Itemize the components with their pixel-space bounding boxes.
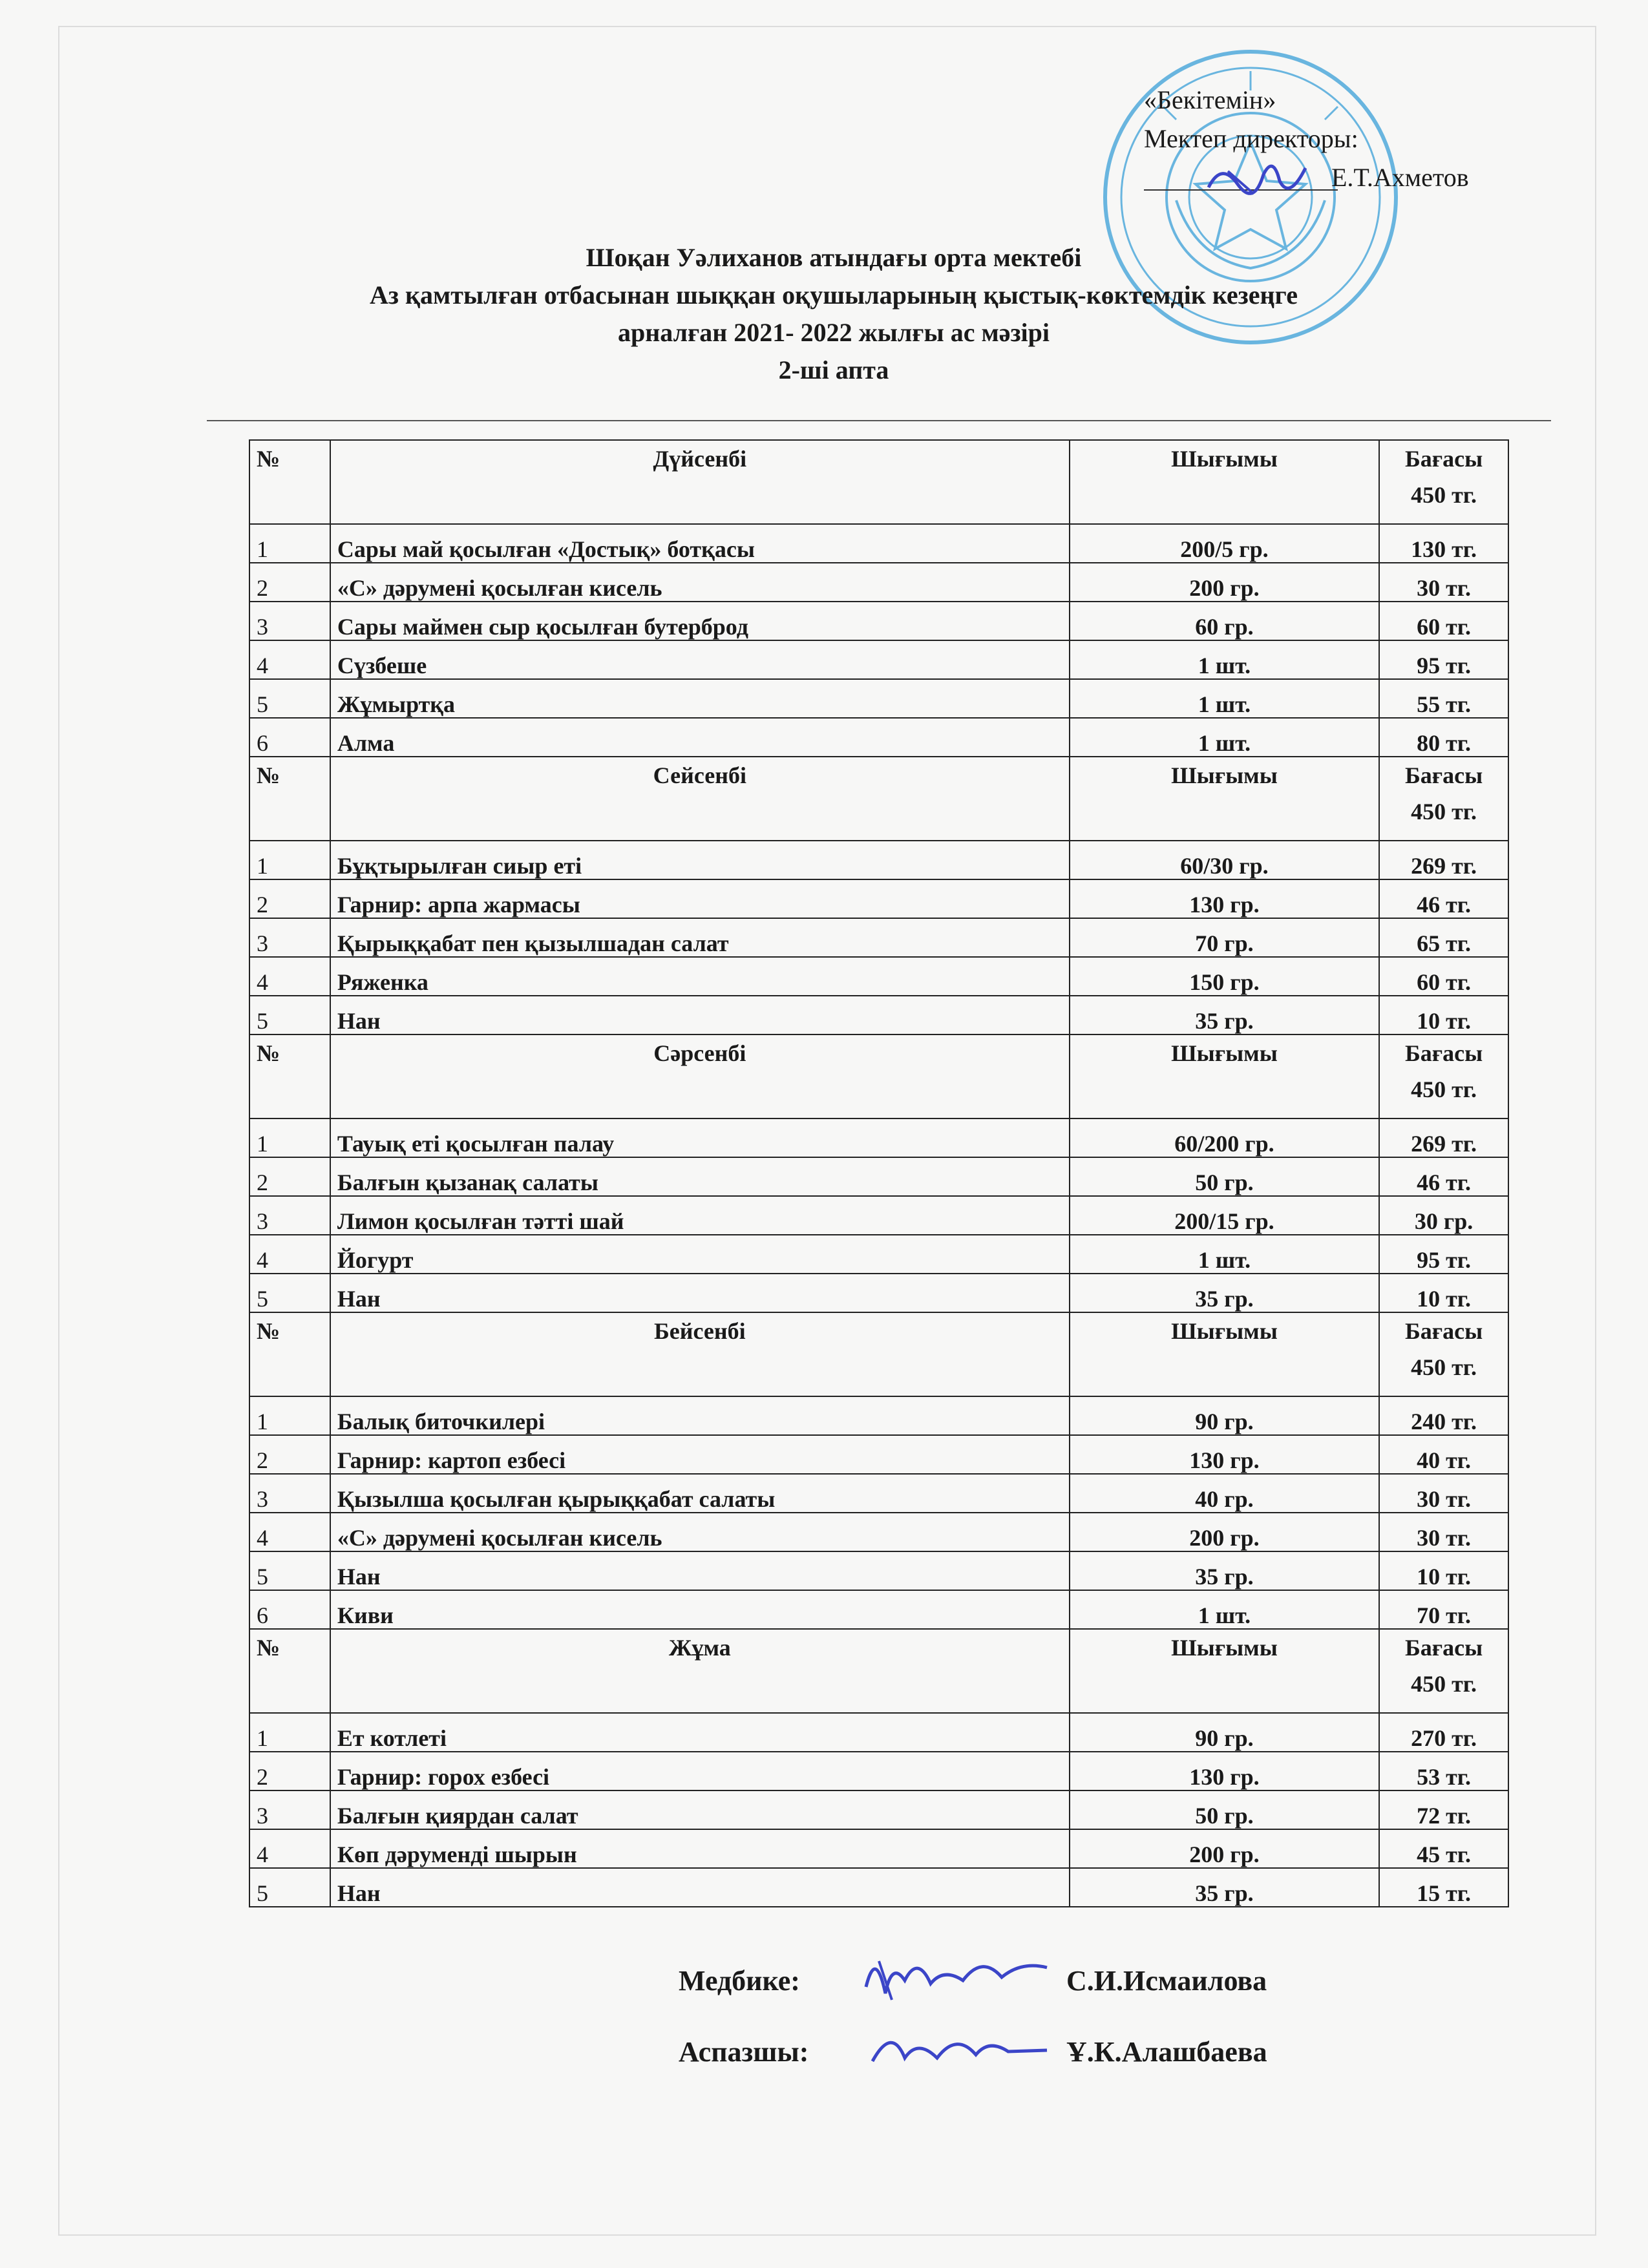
menu-item-row <box>249 1396 1508 1435</box>
menu-item-row <box>249 1474 1508 1513</box>
item-name: Сүзбеше <box>330 640 1070 679</box>
menu-item-row <box>249 1752 1508 1790</box>
menu-item-row <box>249 1235 1508 1274</box>
menu-item-row <box>249 1829 1508 1868</box>
approve-word: «Бекітемін» <box>1144 85 1276 114</box>
item-price: 95 тг. <box>1379 1235 1508 1274</box>
item-price: 60 тг. <box>1379 602 1508 640</box>
day-total-price: 450 тг. <box>1411 799 1477 824</box>
menu-item-row <box>249 679 1508 718</box>
item-price: 80 тг. <box>1379 718 1508 757</box>
item-amount: 50 гр. <box>1070 1157 1379 1196</box>
item-price: 269 тг. <box>1379 841 1508 879</box>
menu-item-row <box>249 918 1508 957</box>
item-name: Қырыққабат пен қызылшадан салат <box>330 918 1070 957</box>
menu-table-body <box>249 440 1508 1907</box>
item-name: Балғын қиярдан салат <box>330 1790 1070 1829</box>
day-header-row <box>249 1629 1508 1713</box>
item-name: Нан <box>330 1868 1070 1907</box>
menu-item-row <box>249 1435 1508 1474</box>
item-amount: 200 гр. <box>1070 563 1379 602</box>
menu-item-row <box>249 1274 1508 1312</box>
title-line-2: Аз қамтылған отбасынан шыққан оқушыларының қыстық-көктемдік кезеңге <box>370 280 1298 310</box>
item-price: 53 тг. <box>1379 1752 1508 1790</box>
item-amount: 1 шт. <box>1070 679 1379 718</box>
menu-item-row <box>249 957 1508 996</box>
day-header-row <box>249 1312 1508 1396</box>
item-price: 55 тг. <box>1379 679 1508 718</box>
item-amount: 130 гр. <box>1070 1435 1379 1474</box>
signature-name: С.И.Исмаилова <box>1066 1965 1267 1997</box>
signature-role: Аспазшы: <box>679 2036 809 2068</box>
item-amount: 90 гр. <box>1070 1396 1379 1435</box>
item-number: 1 <box>249 524 330 563</box>
menu-item-row <box>249 1790 1508 1829</box>
price-header-label: Бағасы <box>1404 1318 1483 1344</box>
item-amount: 150 гр. <box>1070 957 1379 996</box>
num-header: № <box>249 1034 330 1118</box>
item-amount: 35 гр. <box>1070 996 1379 1034</box>
item-number: 3 <box>249 1196 330 1235</box>
item-price: 10 тг. <box>1379 1551 1508 1590</box>
item-amount: 60 гр. <box>1070 602 1379 640</box>
week-label: 2-ші апта <box>778 355 889 384</box>
amount-header: Шығымы <box>1070 1034 1379 1118</box>
item-name: Бұқтырылған сиыр еті <box>330 841 1070 879</box>
item-amount: 35 гр. <box>1070 1274 1379 1312</box>
item-price: 30 гр. <box>1379 1196 1508 1235</box>
item-price: 30 тг. <box>1379 1513 1508 1551</box>
day-total-price: 450 тг. <box>1411 1076 1477 1102</box>
item-price: 46 тг. <box>1379 1157 1508 1196</box>
menu-item-row <box>249 879 1508 918</box>
item-price: 65 тг. <box>1379 918 1508 957</box>
item-number: 3 <box>249 918 330 957</box>
item-amount: 1 шт. <box>1070 640 1379 679</box>
item-name: Сары маймен сыр қосылған бутерброд <box>330 602 1070 640</box>
price-header-label: Бағасы <box>1404 1635 1483 1661</box>
item-price: 70 тг. <box>1379 1590 1508 1629</box>
day-name: Дүйсенбі <box>330 440 1070 524</box>
signature-name: Ұ.К.Алашбаева <box>1066 2036 1267 2068</box>
menu-item-row <box>249 524 1508 563</box>
item-number: 3 <box>249 1790 330 1829</box>
item-amount: 90 гр. <box>1070 1713 1379 1752</box>
item-amount: 200/15 гр. <box>1070 1196 1379 1235</box>
num-header: № <box>249 440 330 524</box>
item-amount: 130 гр. <box>1070 1752 1379 1790</box>
menu-table <box>249 439 1509 1907</box>
item-number: 4 <box>249 640 330 679</box>
day-header-row <box>249 1034 1508 1118</box>
item-number: 2 <box>249 879 330 918</box>
item-name: Балғын қызанақ салаты <box>330 1157 1070 1196</box>
item-amount: 200 гр. <box>1070 1513 1379 1551</box>
num-header: № <box>249 1629 330 1713</box>
item-name: «С» дәрумені қосылған кисель <box>330 563 1070 602</box>
document-title <box>194 239 1474 389</box>
menu-item-row <box>249 563 1508 602</box>
item-amount: 35 гр. <box>1070 1551 1379 1590</box>
item-price: 95 тг. <box>1379 640 1508 679</box>
item-amount: 1 шт. <box>1070 1590 1379 1629</box>
num-header: № <box>249 1312 330 1396</box>
director-signature-icon <box>1202 149 1318 207</box>
day-name: Сейсенбі <box>330 757 1070 841</box>
menu-item-row <box>249 1590 1508 1629</box>
price-header <box>1379 1034 1508 1118</box>
item-price: 30 тг. <box>1379 563 1508 602</box>
amount-header: Шығымы <box>1070 1629 1379 1713</box>
menu-item-row <box>249 996 1508 1034</box>
item-number: 2 <box>249 1157 330 1196</box>
item-name: Ряженка <box>330 957 1070 996</box>
item-amount: 200/5 гр. <box>1070 524 1379 563</box>
title-divider <box>207 420 1551 421</box>
item-name: Гарнир: арпа жармасы <box>330 879 1070 918</box>
item-amount: 1 шт. <box>1070 718 1379 757</box>
cook-signature-icon <box>853 2013 1060 2084</box>
item-name: Тауық еті қосылған палау <box>330 1118 1070 1157</box>
item-number: 2 <box>249 1752 330 1790</box>
item-number: 6 <box>249 718 330 757</box>
day-header-row <box>249 440 1508 524</box>
amount-header: Шығымы <box>1070 757 1379 841</box>
item-number: 3 <box>249 602 330 640</box>
item-price: 240 тг. <box>1379 1396 1508 1435</box>
item-number: 1 <box>249 1396 330 1435</box>
item-amount: 60/200 гр. <box>1070 1118 1379 1157</box>
day-total-price: 450 тг. <box>1411 482 1477 508</box>
nurse-signature-icon <box>853 1942 1060 2013</box>
item-name: Жұмыртқа <box>330 679 1070 718</box>
menu-item-row <box>249 1196 1508 1235</box>
item-name: Балық биточкилері <box>330 1396 1070 1435</box>
item-price: 269 тг. <box>1379 1118 1508 1157</box>
amount-header: Шығымы <box>1070 440 1379 524</box>
item-amount: 60/30 гр. <box>1070 841 1379 879</box>
menu-item-row <box>249 1118 1508 1157</box>
item-amount: 50 гр. <box>1070 1790 1379 1829</box>
director-title: Мектеп директоры: <box>1144 124 1358 153</box>
item-amount: 200 гр. <box>1070 1829 1379 1868</box>
school-name: Шоқан Уәлиханов атындағы орта мектебі <box>586 243 1082 272</box>
num-header: № <box>249 757 330 841</box>
menu-item-row <box>249 718 1508 757</box>
item-number: 3 <box>249 1474 330 1513</box>
menu-item-row <box>249 1551 1508 1590</box>
item-number: 5 <box>249 1551 330 1590</box>
day-name: Бейсенбі <box>330 1312 1070 1396</box>
item-price: 72 тг. <box>1379 1790 1508 1829</box>
signature-role: Медбике: <box>679 1965 800 1997</box>
item-number: 4 <box>249 1235 330 1274</box>
item-name: Гарнир: картоп езбесі <box>330 1435 1070 1474</box>
item-number: 4 <box>249 1829 330 1868</box>
price-header-label: Бағасы <box>1404 446 1483 472</box>
item-name: Көп дәрумендi шырын <box>330 1829 1070 1868</box>
price-header <box>1379 440 1508 524</box>
item-number: 1 <box>249 841 330 879</box>
title-line-3: арналған 2021- 2022 жылғы ас мәзірі <box>618 318 1050 347</box>
day-header-row <box>249 757 1508 841</box>
item-price: 270 тг. <box>1379 1713 1508 1752</box>
item-name: Алма <box>330 718 1070 757</box>
menu-item-row <box>249 1157 1508 1196</box>
item-amount: 130 гр. <box>1070 879 1379 918</box>
item-name: Гарнир: горох езбесі <box>330 1752 1070 1790</box>
item-name: Лимон қосылған тәтті шай <box>330 1196 1070 1235</box>
price-header-label: Бағасы <box>1404 1040 1483 1066</box>
day-name: Сәрсенбі <box>330 1034 1070 1118</box>
item-number: 4 <box>249 1513 330 1551</box>
item-number: 2 <box>249 1435 330 1474</box>
menu-item-row <box>249 1868 1508 1907</box>
amount-header: Шығымы <box>1070 1312 1379 1396</box>
item-number: 5 <box>249 1274 330 1312</box>
item-price: 130 тг. <box>1379 524 1508 563</box>
item-number: 5 <box>249 679 330 718</box>
item-amount: 35 гр. <box>1070 1868 1379 1907</box>
item-name: Нан <box>330 1274 1070 1312</box>
item-price: 15 тг. <box>1379 1868 1508 1907</box>
item-price: 10 тг. <box>1379 996 1508 1034</box>
item-price: 45 тг. <box>1379 1829 1508 1868</box>
price-header <box>1379 1312 1508 1396</box>
menu-item-row <box>249 602 1508 640</box>
menu-item-row <box>249 640 1508 679</box>
item-number: 4 <box>249 957 330 996</box>
item-number: 1 <box>249 1118 330 1157</box>
item-name: Сары май қосылған «Достық» ботқасы <box>330 524 1070 563</box>
day-total-price: 450 тг. <box>1411 1671 1477 1697</box>
item-number: 5 <box>249 996 330 1034</box>
price-header <box>1379 757 1508 841</box>
item-name: Йогурт <box>330 1235 1070 1274</box>
item-name: «С» дәрумені қосылған кисель <box>330 1513 1070 1551</box>
item-amount: 70 гр. <box>1070 918 1379 957</box>
price-header-label: Бағасы <box>1404 762 1483 788</box>
item-price: 30 тг. <box>1379 1474 1508 1513</box>
day-name: Жұма <box>330 1629 1070 1713</box>
item-number: 2 <box>249 563 330 602</box>
item-amount: 1 шт. <box>1070 1235 1379 1274</box>
item-price: 46 тг. <box>1379 879 1508 918</box>
item-number: 5 <box>249 1868 330 1907</box>
item-number: 6 <box>249 1590 330 1629</box>
item-name: Қызылша қосылған қырыққабат салаты <box>330 1474 1070 1513</box>
item-number: 1 <box>249 1713 330 1752</box>
item-name: Нан <box>330 1551 1070 1590</box>
item-name: Ет котлеті <box>330 1713 1070 1752</box>
item-name: Киви <box>330 1590 1070 1629</box>
item-name: Нан <box>330 996 1070 1034</box>
director-name: Е.Т.Ахметов <box>1331 163 1469 192</box>
price-header <box>1379 1629 1508 1713</box>
item-amount: 40 гр. <box>1070 1474 1379 1513</box>
item-price: 60 тг. <box>1379 957 1508 996</box>
menu-item-row <box>249 1513 1508 1551</box>
menu-item-row <box>249 841 1508 879</box>
menu-item-row <box>249 1713 1508 1752</box>
item-price: 40 тг. <box>1379 1435 1508 1474</box>
day-total-price: 450 тг. <box>1411 1354 1477 1380</box>
item-price: 10 тг. <box>1379 1274 1508 1312</box>
